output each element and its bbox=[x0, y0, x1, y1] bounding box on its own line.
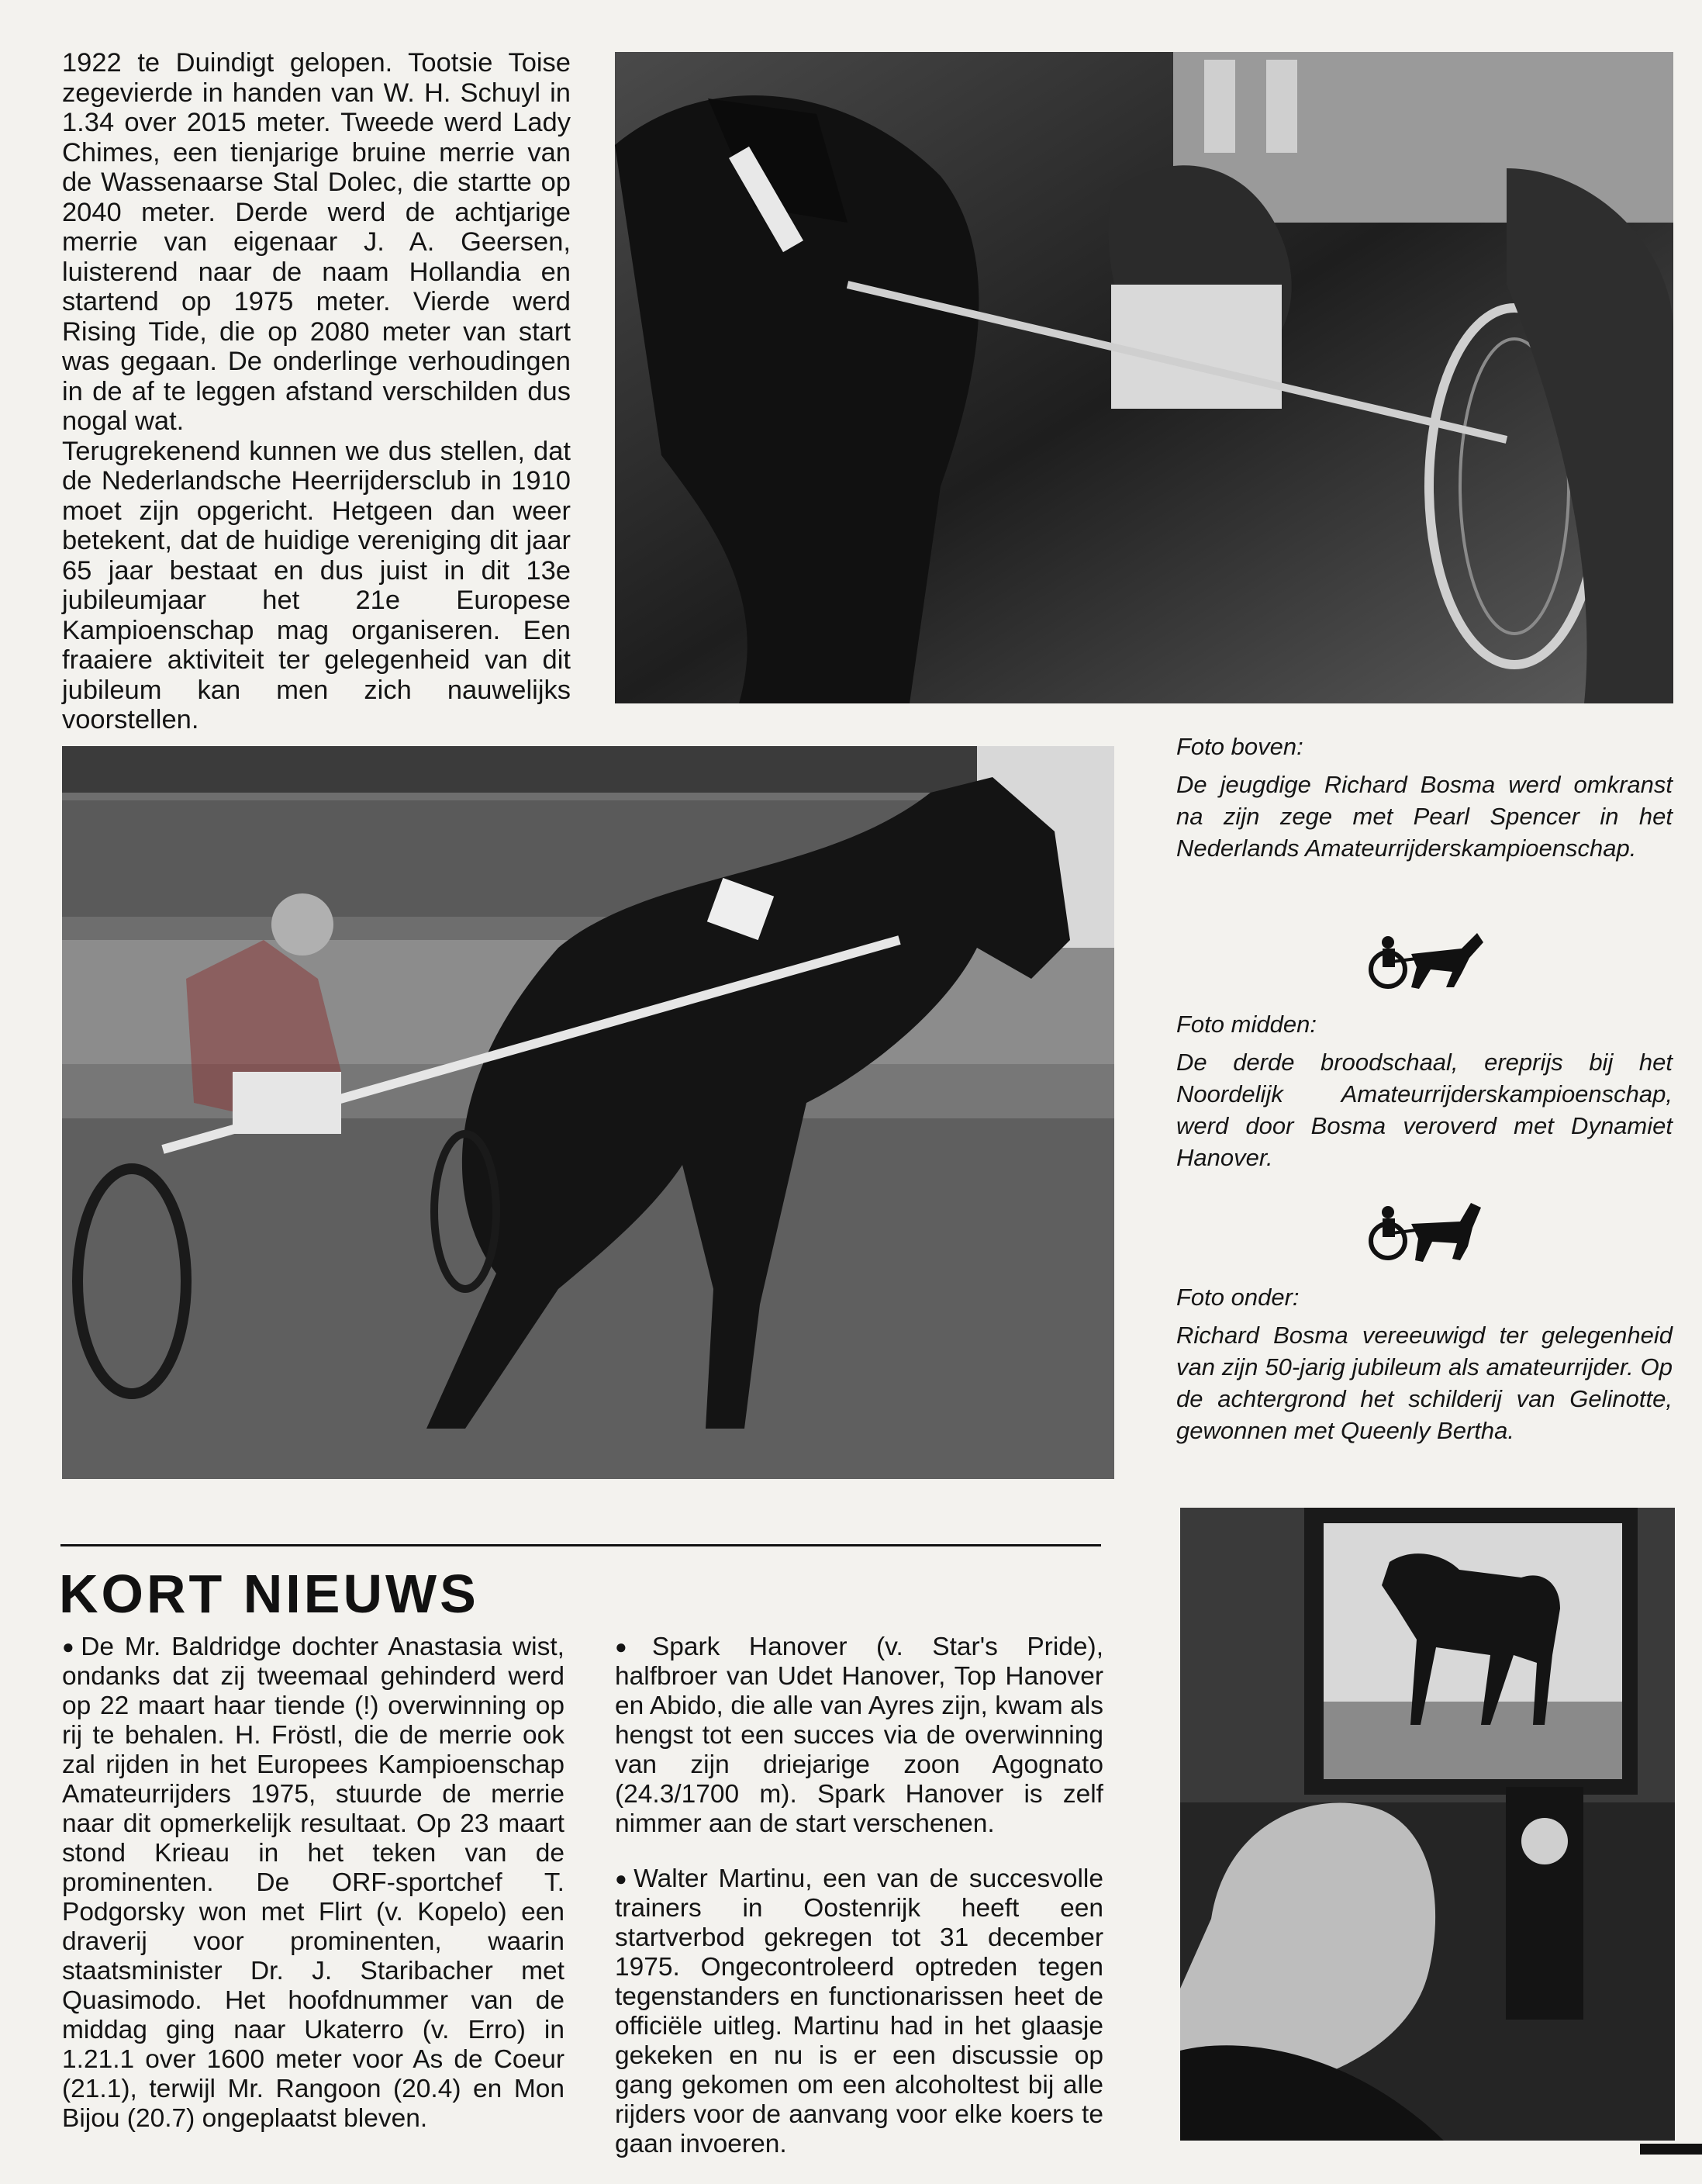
photo-top-image bbox=[615, 52, 1673, 703]
caption-text: Richard Bosma vereeuwigd ter gelegenheid van zijn 50-jarig jubileum als amateurrijder. Op de achtergrond het schilderij van Gelinotte, gewonnen met Queenly Bertha. bbox=[1176, 1322, 1673, 1444]
sulky-horse-icon bbox=[1369, 927, 1485, 997]
caption-top bbox=[1176, 731, 1673, 864]
photo-bottom bbox=[1180, 1508, 1675, 2141]
news-text: Walter Martinu, een van de succesvolle trainers in Oostenrijk heeft een startverbod gekregen tot 31 december 1975. Ongecontroleerd optreden tegen tegenstanders en functionarissen heet de officiële uitleg. Martinu had in het glaasje gekeken en nu is er een discussie op gang gekomen om een alcoholtest bij alle rijders voor de aanvang voor elke koers te gaan invoeren. bbox=[615, 1864, 1103, 2158]
caption-text: De jeugdige Richard Bosma werd omkranst na zijn zege met Pearl Spencer in het Nederlands Amateurrijderskampioenschap. bbox=[1176, 771, 1673, 862]
photo-top bbox=[615, 52, 1673, 703]
news-column-right bbox=[615, 1632, 1103, 2184]
bullet-icon: ● bbox=[615, 1867, 631, 1890]
news-text: Spark Hanover (v. Star's Pride), halfbroer van Udet Hanover, Top Hanover en Abido, die alle van Ayres zijn, kwam als hengst tot een succes via de overwinning van zijn driejarige zoon Agognato (24.3/1700 m). Spark Hanover is zelf nimmer aan de start verschenen. bbox=[615, 1633, 1103, 1838]
news-item bbox=[615, 1864, 1103, 2159]
news-text: De Mr. Baldridge dochter Anastasia wist, ondanks dat zij tweemaal gehinderd werd op 22 maart haar tiende (!) overwinning op rij te behalen. H. Fröstl, die de merrie ook zal rijden in het Europees Kampioenschap Amateurrijders 1975, stuurde de merrie naar dit opmerkelijk resultaat. Op 23 maart stond Krieau in het teken van de prominenten. De ORF-sportchef T. Podgorsky won met Flirt (v. Kopelo) een draverij voor prominenten, waarin staatsminister Dr. J. Staribacher met Quasimodo. Het hoofdnummer van de middag ging naar Ukaterro (v. Erro) in 1.21.1 over 1600 meter voor As de Coeur (21.1), terwijl Mr. Rangoon (20.4) en Mon Bijou (20.7) ongeplaatst bleven. bbox=[62, 1633, 564, 2133]
bullet-icon: ● bbox=[615, 1635, 649, 1658]
news-item bbox=[62, 1632, 564, 2134]
sulky-horse-icon bbox=[1369, 1198, 1485, 1268]
caption-label: Foto boven: bbox=[1176, 733, 1303, 760]
caption-bottom bbox=[1176, 1281, 1673, 1446]
bullet-icon: ● bbox=[62, 1635, 78, 1658]
caption-label: Foto onder: bbox=[1176, 1284, 1300, 1311]
intro-paragraph: 1922 te Duindigt gelopen. Tootsie Toise zegevierde in handen van W. H. Schuyl in 1.34 over 2015 meter. Tweede werd Lady Chimes, een tienjarige bruine merrie van de Wassenaarse Stal Dolec, die startte op 2040 meter. Derde werd de achtjarige merrie van eigenaar J. A. Geersen, luisterend naar de naam Hollandia en startend op 1975 meter. Vierde werd Rising Tide, die op 2080 meter van start was gegaan. De onderlinge verhoudingen in de af te leggen afstand verschilden dus nogal wat. bbox=[62, 48, 571, 436]
photo-middle bbox=[62, 746, 1114, 1479]
caption-label: Foto midden: bbox=[1176, 1011, 1317, 1038]
news-column-left bbox=[62, 1632, 564, 2158]
section-divider bbox=[60, 1544, 1101, 1546]
page-corner-mark bbox=[1640, 2144, 1702, 2155]
photo-bottom-image bbox=[1180, 1508, 1675, 2141]
intro-paragraph: Terugrekenend kunnen we dus stellen, dat de Nederlandsche Heerrijdersclub in 1910 moet zijn opgericht. Hetgeen dan weer betekent, dat de huidige vereniging dit jaar 65 jaar bestaat en dus juist in dit 13e jubileumjaar het 21e Europese Kampioenschap mag organiseren. Een fraaiere aktiviteit ter gelegenheid van dit jubileum kan men zich nauwelijks voorstellen. bbox=[62, 436, 571, 734]
intro-text bbox=[62, 48, 571, 735]
caption-text: De derde broodschaal, ereprijs bij het Noordelijk Amateurrijderskampioenschap, werd door Bosma veroverd met Dynamiet Hanover. bbox=[1176, 1049, 1673, 1171]
news-item bbox=[615, 1632, 1103, 1839]
photo-middle-image bbox=[62, 746, 1114, 1479]
caption-middle bbox=[1176, 1008, 1673, 1173]
section-title: KORT NIEUWS bbox=[59, 1564, 479, 1624]
